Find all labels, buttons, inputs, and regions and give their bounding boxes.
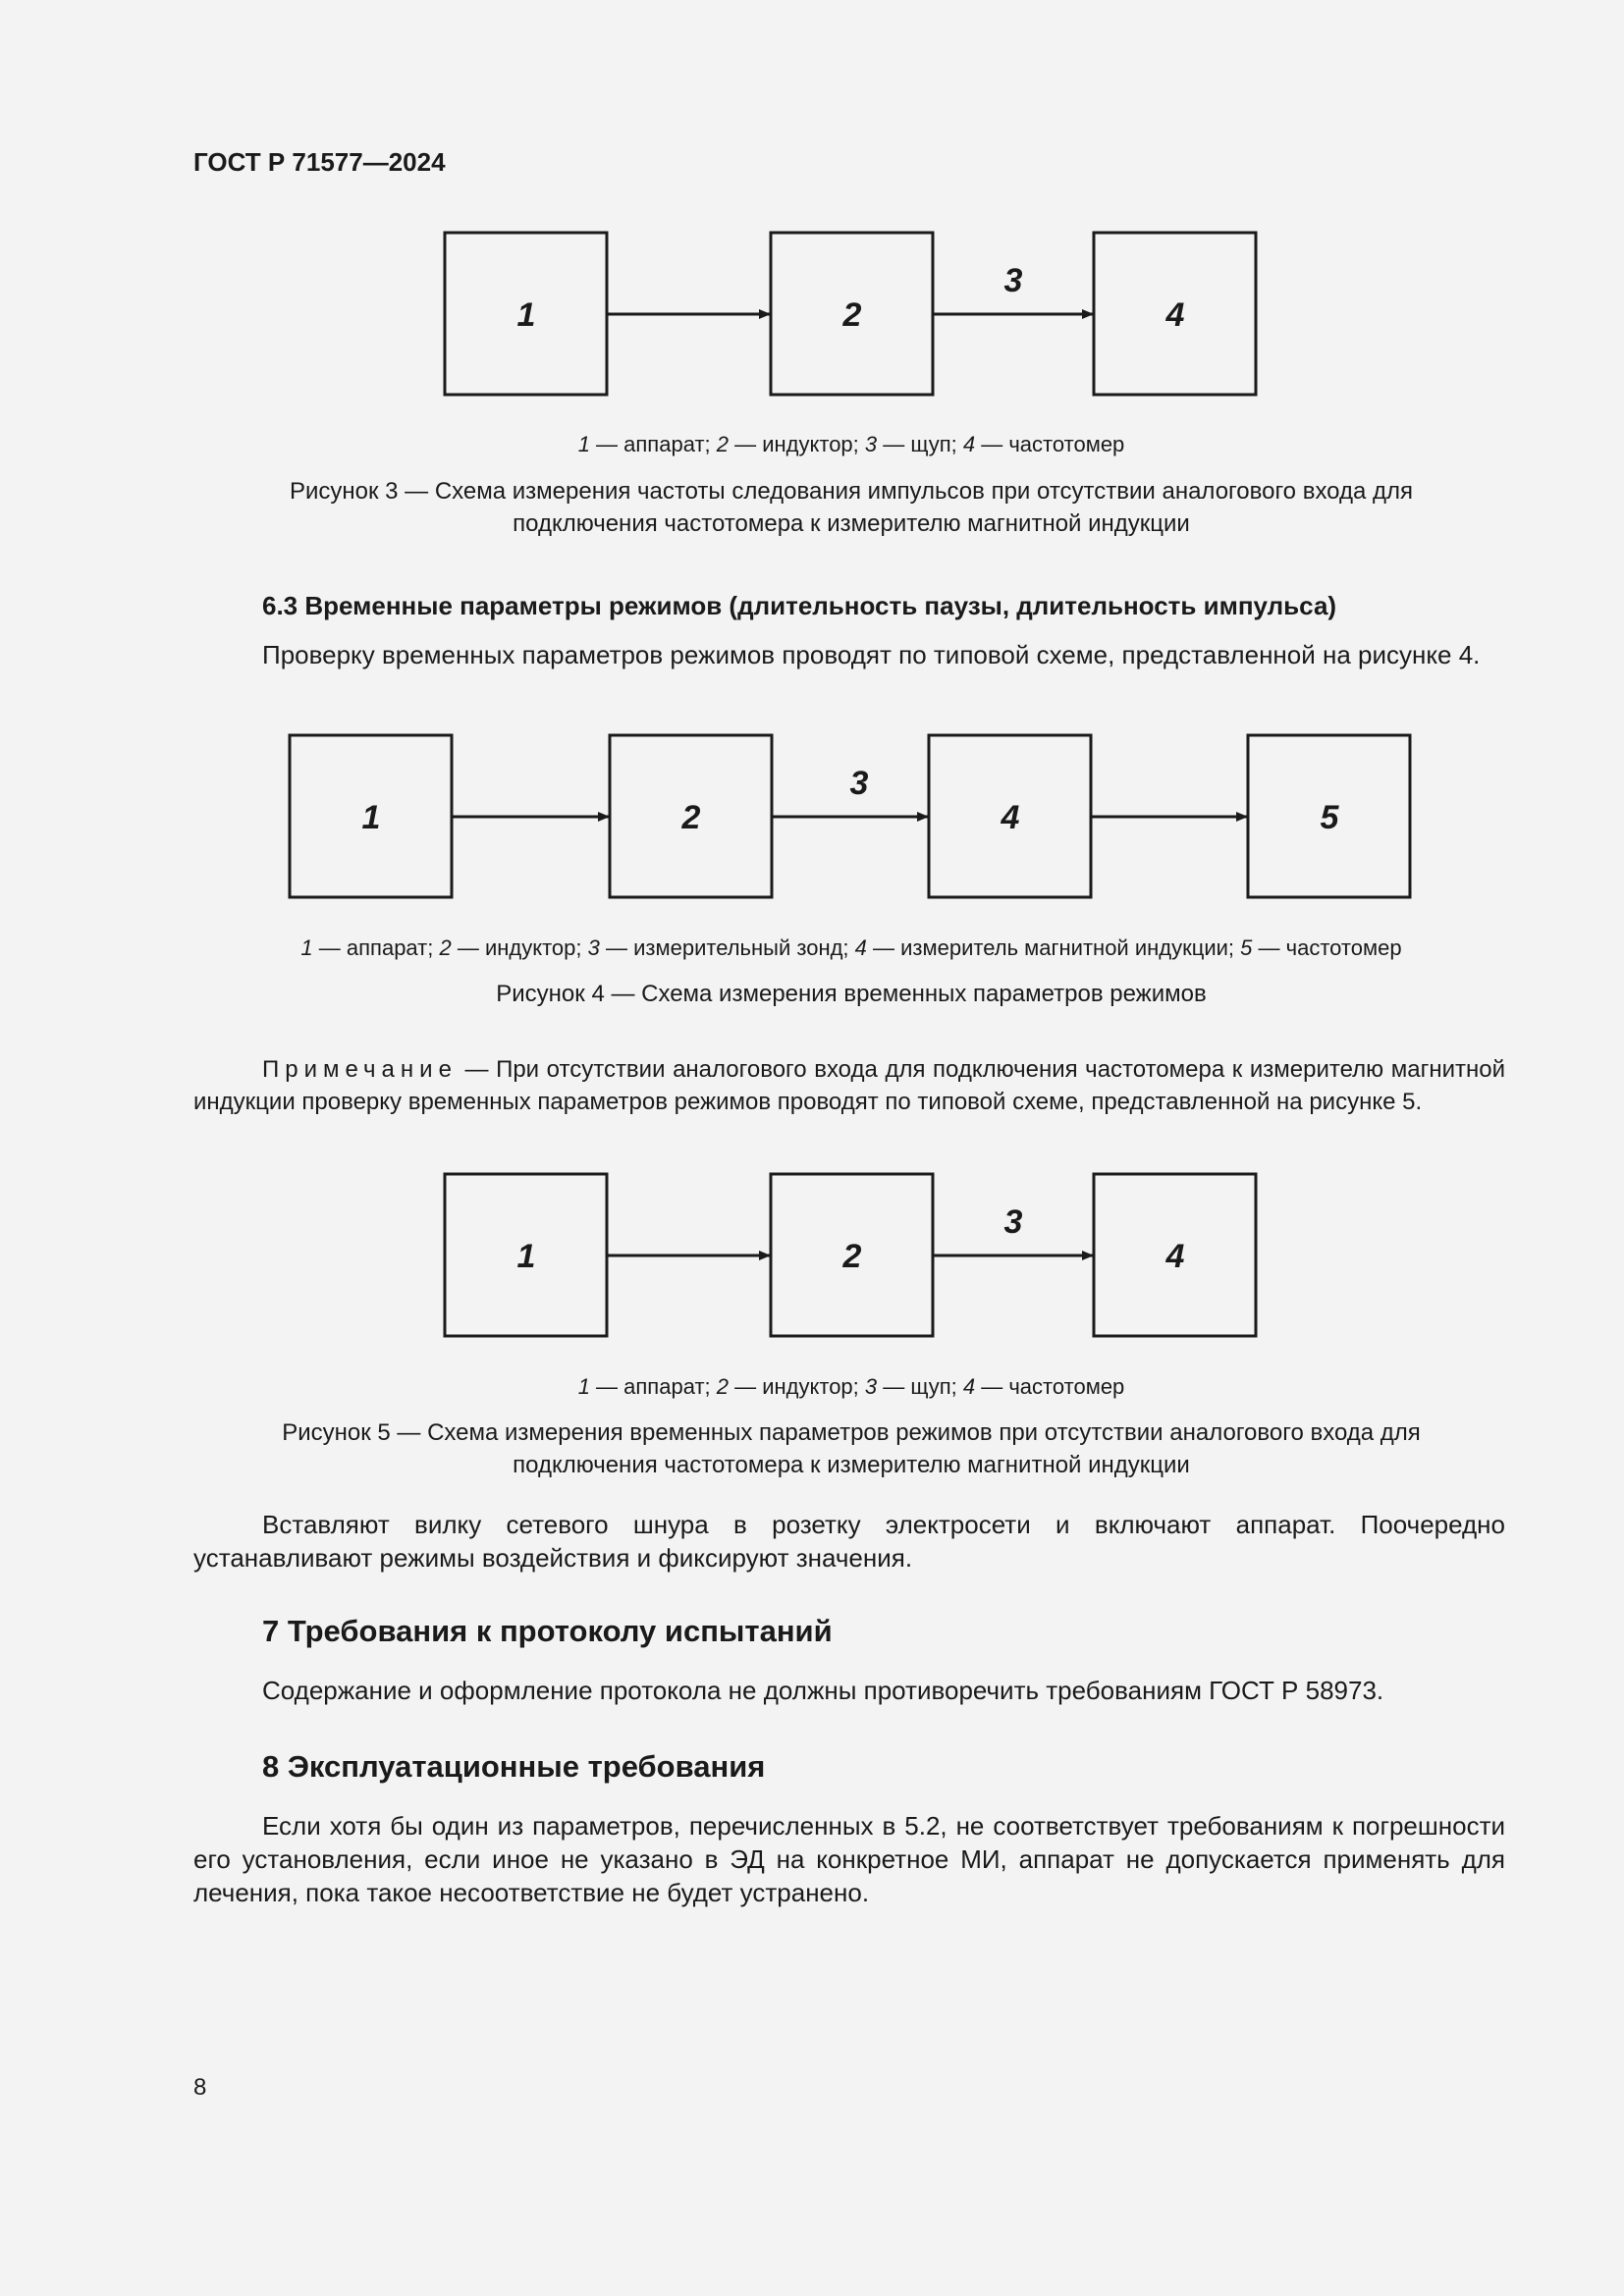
block-label-4: 4 <box>1001 799 1020 836</box>
section-6-3-paragraph: Проверку временных параметров режимов проводят по типовой схеме, представленной на рисунке 4. <box>262 640 1481 669</box>
page-number: 8 <box>193 2074 207 2101</box>
figure-5-caption: Рисунок 5 — Схема измерения временных параметров режимов при отсутствии аналогового входа для подключения частотомера к измерителю магнитной индукции <box>282 1419 1421 1478</box>
block-label-2: 2 <box>842 296 862 334</box>
note-label: Примечание <box>262 1056 458 1083</box>
figure-4-caption: Рисунок 4 — Схема измерения временных параметров режимов <box>496 981 1207 1007</box>
block-label-5: 5 <box>1320 799 1339 836</box>
figure-3-legend: 1 — аппарат; 2 — индуктор; 3 — щуп; 4 — частотомер <box>577 432 1125 456</box>
procedure-paragraph: Вставляют вилку сетевого шнура в розетку электросети и включают аппарат. Поочередно устанавливают режимы воздействия и фиксируют значения. <box>193 1510 1505 1573</box>
document-id: ГОСТ Р 71577—2024 <box>193 147 446 177</box>
section-6-3-heading: 6.3 Временные параметры режимов (длительность паузы, длительность импульса) <box>262 591 1337 620</box>
figure-5 <box>445 1174 1256 1336</box>
arrow-label-3: 3 <box>849 765 869 802</box>
section-8-paragraph: Если хотя бы один из параметров, перечисленных в 5.2, не соответствует требованиям к погрешности его установления, если иное не указано в ЭД на конкретное МИ, аппарат не допускается применять для лечения, пока такое несоответствие не будет устранено. <box>193 1811 1505 1907</box>
block-label-2: 2 <box>842 1238 862 1275</box>
figure-4 <box>290 735 1410 897</box>
block-label-1: 1 <box>516 1238 536 1275</box>
figure-4-legend: 1 — аппарат; 2 — индуктор; 3 — измерительный зонд; 4 — измеритель магнитной индукции; 5 — частотомер <box>300 935 1402 960</box>
note-paragraph <box>193 1053 1505 1118</box>
block-label-1: 1 <box>516 296 536 334</box>
block-label-2: 2 <box>681 799 701 836</box>
figure-3 <box>445 233 1256 395</box>
note-text: — При отсутствии аналогового входа для подключения частотомера к измерителю магнитной индукции проверку временных параметров режимов проводят по типовой схеме, представленной на рисунке 5. <box>193 1056 1505 1115</box>
block-label-4: 4 <box>1165 296 1185 334</box>
figure-3-caption: Рисунок 3 — Схема измерения частоты следования импульсов при отсутствии аналогового входа для подключения частотомера к измерителю магнитной индукции <box>289 478 1414 537</box>
figure-5-legend: 1 — аппарат; 2 — индуктор; 3 — щуп; 4 — частотомер <box>577 1374 1125 1399</box>
section-8-heading: 8 Эксплуатационные требования <box>262 1749 766 1784</box>
arrow-label-3: 3 <box>1003 262 1023 299</box>
section-7-paragraph: Содержание и оформление протокола не должны противоречить требованиям ГОСТ Р 58973. <box>262 1676 1384 1705</box>
block-label-1: 1 <box>361 799 381 836</box>
section-7-heading: 7 Требования к протоколу испытаний <box>262 1614 833 1648</box>
arrow-label-3: 3 <box>1003 1203 1023 1241</box>
block-label-4: 4 <box>1165 1238 1185 1275</box>
